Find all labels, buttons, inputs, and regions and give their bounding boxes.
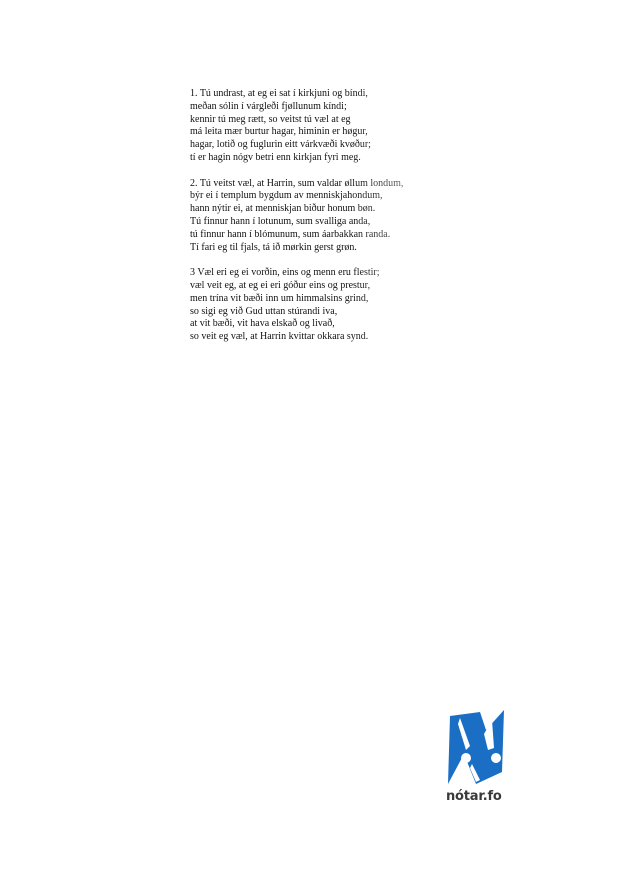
verse-line: tú finnur hann í blómunum, sum áarbakkan randa. [190, 229, 450, 242]
verse-line: tí er hagin nógv betri enn kirkjan fyri meg. [190, 152, 450, 165]
verse-line: kennir tú meg rætt, so veitst tú væl at eg [190, 114, 450, 127]
verse-line: men trína vit bæði inn um himmalsins grind, [190, 293, 450, 306]
verse-line: hann nýtir ei, at menniskjan biður honum bøn. [190, 203, 450, 216]
lyrics-text [190, 88, 450, 357]
verse-line: býr ei í templum bygdum av menniskjahondum, [190, 190, 450, 203]
verse-line: 3 Væl eri eg ei vorðin, eins og menn eru flestir; [190, 267, 450, 280]
verse-line: Tú finnur hann í lotunum, sum svalliga anda, [190, 216, 450, 229]
verse-line: hagar, lotið og fuglurin eitt várkvæði kvøður; [190, 139, 450, 152]
verse-3 [190, 267, 450, 344]
verse-line: meðan sólin í várgleði fjøllunum kíndi; [190, 101, 450, 114]
verse-line: 1. Tú undrast, at eg ei sat í kirkjuni og bíndi, [190, 88, 450, 101]
verse-line: so veit eg væl, at Harrin kvittar okkara synd. [190, 331, 450, 344]
verse-line: væl veit eg, at eg ei eri góður eins og prestur, [190, 280, 450, 293]
verse-line: 2. Tú veitst væl, at Harrin, sum valdar øllum londum, [190, 178, 450, 191]
verse-1 [190, 88, 450, 165]
verse-line: má leita mær burtur hagar, himinin er høgur, [190, 126, 450, 139]
verse-line: so sigi eg við Gud uttan stúrandi iva, [190, 306, 450, 319]
verse-2 [190, 178, 450, 255]
logo-graphic [446, 710, 506, 788]
logo-wordmark: nótar.fo [446, 789, 502, 804]
verse-line: Tí fari eg til fjals, tá ið mørkin gerst grøn. [190, 242, 450, 255]
verse-line: at vit bæði, vit hava elskað og livað, [190, 318, 450, 331]
